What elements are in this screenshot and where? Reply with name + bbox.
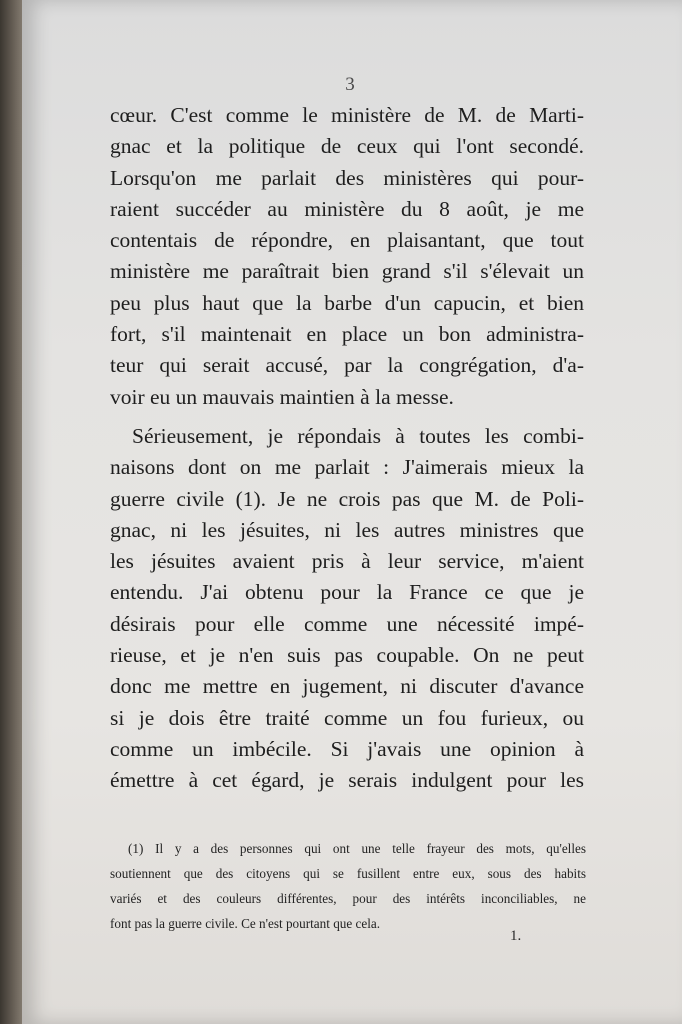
text-line: comme un imbécile. Si j'avais une opinion à <box>110 736 584 761</box>
text-line: raient succéder au ministère du 8 août, je me <box>110 196 584 221</box>
text-line: peu plus haut que la barbe d'un capucin, et bien <box>110 290 584 315</box>
paragraph-gap <box>110 413 584 421</box>
text-line: Sérieusement, je répondais à toutes les combi- <box>132 423 584 448</box>
signature-mark: 1. <box>510 928 522 944</box>
text-line: voir eu un mauvais maintien à la messe. <box>110 384 454 409</box>
text-line: gnac et la politique de ceux qui l'ont secondé. <box>110 134 584 159</box>
footnote-line: font pas la guerre civile. Ce n'est pourtant que cela. <box>110 916 381 931</box>
main-text <box>110 100 584 797</box>
text-line: cœur. C'est comme le ministère de M. de Marti- <box>110 103 584 127</box>
text-line: teur qui serait accusé, par la congrégation, d'a- <box>110 353 584 378</box>
text-line: guerre civile (1). Je ne crois pas que M. de Poli- <box>110 486 584 511</box>
book-page <box>22 0 682 1024</box>
text-line: Lorsqu'on me parlait des ministères qui pour- <box>110 165 584 190</box>
text-line: donc me mettre en jugement, ni discuter d'avance <box>110 674 584 699</box>
page-number: 3 <box>345 74 355 95</box>
text-line: gnac, ni les jésuites, ni les autres ministres que <box>110 517 584 542</box>
text-line: fort, s'il maintenait en place un bon administra- <box>110 322 584 347</box>
text-line: ministère me paraîtrait bien grand s'il s'élevait un <box>110 259 584 284</box>
footnote-line: soutiennent que des citoyens qui se fusillent entre eux, sous des habits <box>110 866 586 881</box>
footnote <box>110 836 586 936</box>
text-line: si je dois être traité comme un fou furieux, ou <box>110 705 584 730</box>
text-line: les jésuites avaient pris à leur service, m'aient <box>110 549 584 574</box>
text-line: rieuse, et je n'en suis pas coupable. On ne peut <box>110 643 584 668</box>
text-line: désirais pour elle comme une nécessité impé- <box>110 611 584 636</box>
text-line: contentais de répondre, en plaisantant, que tout <box>110 228 584 253</box>
text-line: émettre à cet égard, je serais indulgent pour les <box>110 768 584 793</box>
text-line: entendu. J'ai obtenu pour la France ce que je <box>110 580 584 605</box>
footnote-line: (1) Il y a des personnes qui ont une telle frayeur des mots, qu'elles <box>128 841 586 856</box>
footnote-line: variés et des couleurs différentes, pour des intérêts inconciliables, ne <box>110 891 586 906</box>
text-line: naisons dont on me parlait : J'aimerais mieux la <box>110 455 584 480</box>
